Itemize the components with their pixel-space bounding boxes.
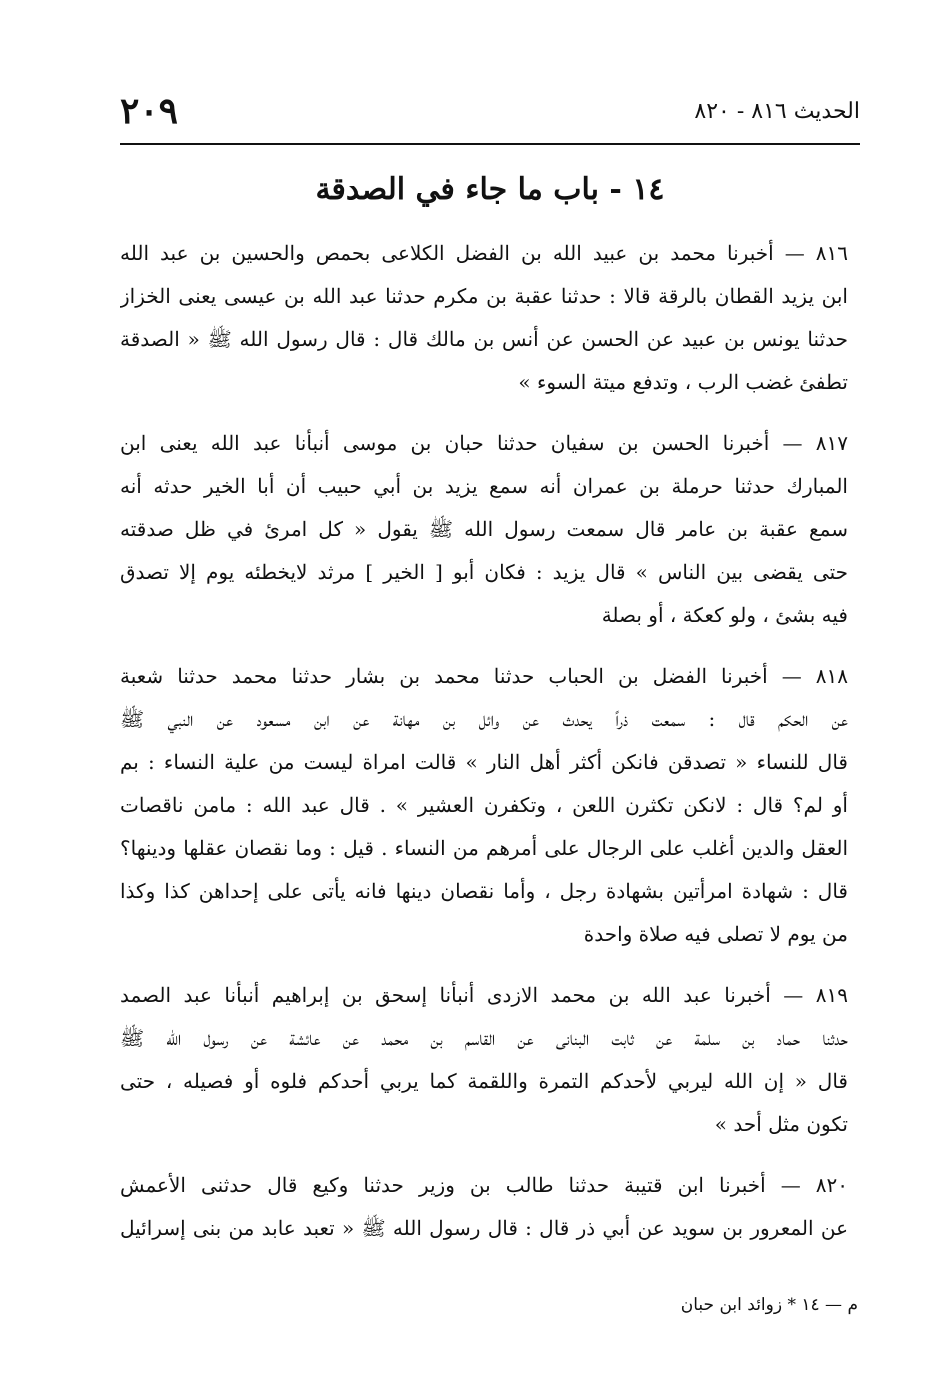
text-line: حدثنا حماد بن سلمة عن ثابت البنانى عن القاسم بن محمد عن عائشة عن رسول الله ﷺ [120,1026,848,1050]
signature-footnote: م — ١٤ * زوائد ابن حبان [680,1295,858,1315]
text-line: عن الحكم قال : سمعت ذراً يحدث عن وائل بن مهانة عن ابن مسعود عن النبي ﷺ [120,707,848,731]
page-header [120,86,860,136]
hadith-817 [120,422,848,637]
text-line: المبارك حدثنا حرملة بن عمران أنه سمع يزيد بن أبي حبيب أن أبا الخير حدثه أنه [120,474,848,498]
text-line: ٨١٩ — أخبرنا عبد الله بن محمد الازدى أنبأنا إسحق بن إبراهيم أنبأنا عبد الصمد [120,983,848,1007]
chapter-title: ١٤ - باب ما جاء في الصدقة [315,172,665,207]
hadith-816 [120,232,848,404]
header-rule [120,143,860,145]
text-line: أو لم؟ قال : لانكن تكثرن اللعن ، وتكفرن العشير » . قال عبد الله : مامن ناقصات [120,793,848,817]
text-line: ٨١٨ — أخبرنا الفضل بن الحباب حدثنا محمد بن بشار حدثنا محمد حدثنا شعبة [120,664,848,688]
hadith-820 [120,1164,848,1250]
text-line: ٨٢٠ — أخبرنا ابن قتيبة حدثنا طالب بن وزير حدثنا وكيع قال حدثنى الأعمش [120,1173,848,1197]
text-line: فيه بشئ ، ولو كعكة ، أو بصلة [601,603,848,627]
text-line: ٨١٦ — أخبرنا محمد بن عبيد الله بن الفضل الكلاعى بحمص والحسين بن عبد الله [120,241,848,265]
hadith-819 [120,974,848,1146]
text-line: قال : شهادة امرأتين بشهادة رجل ، وأما نقصان دينها فانه يأتى على إحداهن كذا وكذا [120,879,848,903]
page-number: ٢٠٩ [120,90,179,132]
hadith-818 [120,655,848,956]
text-line: تكون مثل أحد » [714,1112,848,1136]
running-head: الحديث ٨١٦ - ٨٢٠ [694,98,860,124]
text-line: تطفئ غضب الرب ، وتدفع ميتة السوء » [518,370,848,394]
text-line: حتى يقضى بين الناس » قال يزيد : فكان أبو [ الخير ] مرثد لايخطئه يوم إلا تصدق [120,560,848,584]
text-line: العقل والدين أغلب على الرجال على أمرهم من النساء . قيل : وما نقصان عقلها ودينها؟ [120,836,848,860]
text-line: حدثنا يونس بن عبيد عن الحسن عن أنس بن مالك قال : قال رسول الله ﷺ « الصدقة [120,327,848,351]
page-body [120,232,848,1268]
text-line: قال « إن الله ليربي لأحدكم التمرة واللقمة كما يربي أحدكم فلوه أو فصيله ، حتى [120,1069,848,1093]
text-line: ٨١٧ — أخبرنا الحسن بن سفيان حدثنا حبان بن موسى أنبأنا عبد الله يعنى ابن [120,431,848,455]
text-line: قال للنساء « تصدقن فانكن أكثر أهل النار » قالت امراة ليست من علية النساء : بم [120,750,848,774]
text-line: ابن يزيد القطان بالرقة قالا : حدثنا عقبة بن مكرم حدثنا عبد الله بن عيسى يعنى الخزاز [120,284,848,308]
text-line: سمع عقبة بن عامر قال سمعت رسول الله ﷺ يقول « كل امرئ في ظل صدقته [120,517,848,541]
text-line: من يوم لا تصلى فيه صلاة واحدة [583,922,848,946]
text-line: عن المعرور بن سويد عن أبي ذر قال : قال رسول الله ﷺ « تعبد عابد من بنى إسرائيل [120,1216,848,1240]
